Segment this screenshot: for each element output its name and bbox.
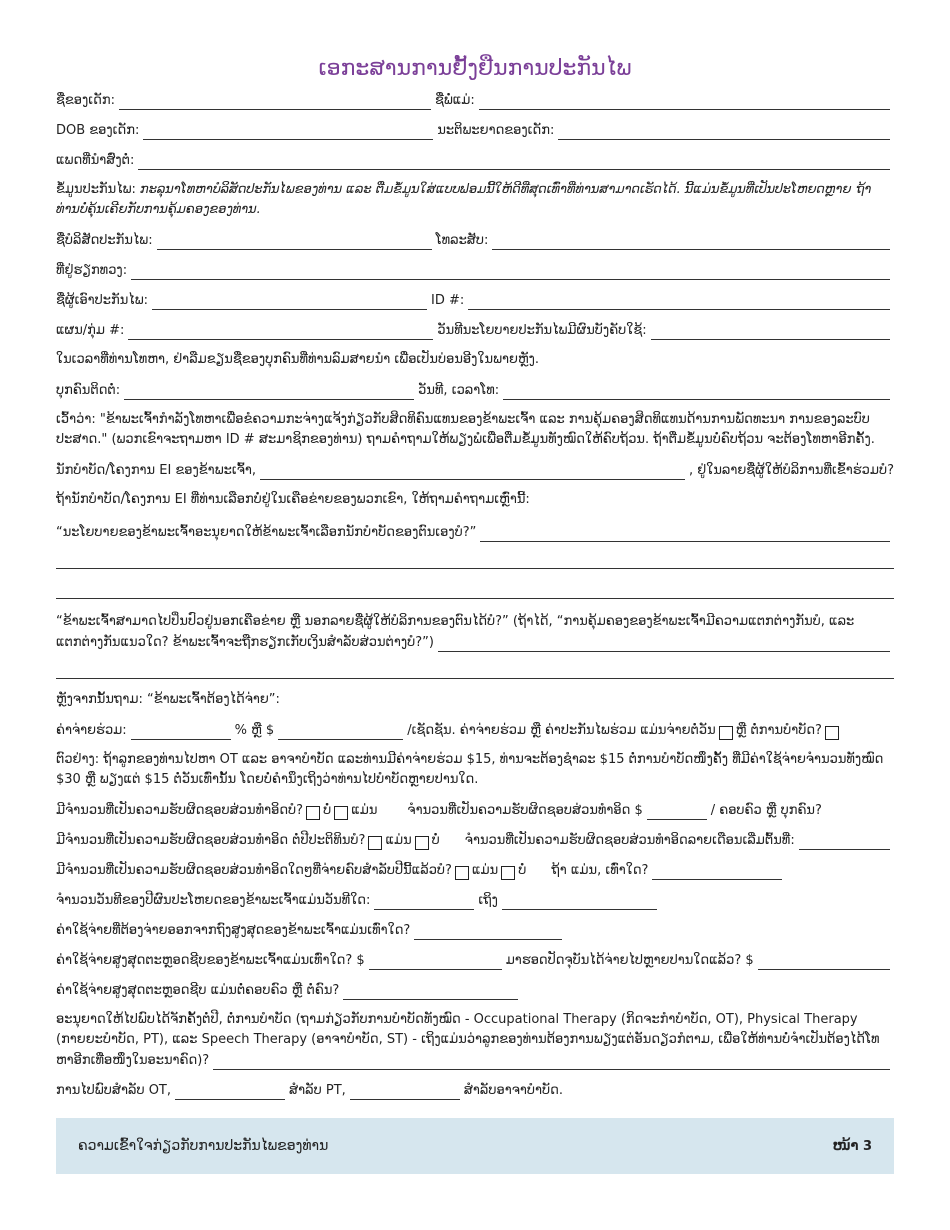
row-doctor (56, 150, 894, 170)
q2-answer-line[interactable] (56, 678, 894, 679)
if-yes-label: ຖ້າ ແມ່ນ, ເທົ່າໃດ? (551, 863, 649, 878)
question-2-line-2: ແຕກຕ່າງກັນແນວໃດ? ຂ້າພະເຈົ້າຈະຖືກຮຽກເກັບເງິນສຳລັບສ່ວນຕ່າງບໍ?”) (56, 635, 434, 650)
calendar-no-checkbox[interactable] (415, 836, 429, 850)
copay-per-visit: /ເຊັດຊັນ. ຄ່າຈ່າຍຮ່ວມ ຫຼື ຄ່າປະກັນໄພຮ່ວມ ແມ່ນຈ່າຍຕໍ່ວັນ (407, 723, 716, 738)
benefit-end-field[interactable] (502, 895, 657, 910)
met-yes-label: ແມ່ນ (471, 863, 499, 878)
q1-answer-line-1[interactable] (56, 568, 894, 569)
visits-field[interactable] (213, 1055, 890, 1070)
deductible-q1: ມີຈຳນວນທີ່ເປັນຄວາມຮັບຜິດຊອບສ່ວນທຳອິດບໍ? (56, 803, 304, 818)
question-1-field[interactable] (480, 527, 890, 542)
insurance-note (56, 180, 894, 220)
row-company-phone (56, 230, 894, 250)
copay-or-per-therapy: ຫຼື ຕໍ່ການບຳບັດ? (735, 723, 822, 738)
policy-date-label: ວັນທີນະໂຍບາຍປະກັນໄພມີຜົນບັງຄັບໃຊ້: (437, 323, 647, 338)
plan-label: ແຜນ/ກຸ່ມ #: (56, 323, 125, 338)
ask-then: ຫຼັງຈາກນັ້ນຖາມ: “ຂ້າພະເຈົ້າຕ້ອງໄດ້ຈ່າຍ”: (56, 692, 280, 707)
script-para (56, 410, 894, 450)
deductible-per: / ຄອບຄົວ ຫຼື ບຸກຄົນ? (710, 803, 822, 818)
restart-label: ຈຳນວນທີ່ເປັນຄວາມຮັບຜິດຊອບສ່ວນທຳອິດລາຍເດືອນເລີ່ມຕົ້ນທີ່: (464, 833, 795, 848)
page-number: ໜ້າ 3 (832, 1138, 872, 1154)
doctor-field[interactable] (138, 155, 890, 170)
max-life-label: ຄ່າໃຊ້ຈ່າຍສູງສຸດຕະຫຼອດຊີບຂອງຂ້າພະເຈົ້າແມ່ນເທົ່າໃດ? $ (56, 953, 365, 968)
contact-field[interactable] (124, 385, 414, 400)
insurance-note-text: ກະລຸນາໂທຫາບໍລິສັດປະກັນໄພຂອງທ່ານ ແລະ ຕື່ມຂໍ້ມູນໃສ່ແບບຟອມນີ້ໃຫ້ດີທີ່ສຸດເທົ່າທີ່ທ່ານສາມາດເຮັດໄດ້. ນີ້ແມ່ນຂໍ້ມູນທີ່ເປັນປະໂຫຍດຫຼາຍ ຖ້າທ່ານບໍ່ຄຸ້ນເຄີຍກັບການຄຸ້ມຄອງຂອງທ່ານ. (56, 182, 872, 217)
phone-label: ໂທລະສັບ: (435, 233, 489, 248)
deductible-yes-label: ແມ່ນ (351, 803, 378, 818)
therapist-field[interactable] (260, 465, 685, 480)
row-address (56, 260, 894, 280)
copay-label: ຄ່າຈ່າຍຮ່ວມ: (56, 723, 127, 738)
deductible-no-checkbox[interactable] (306, 806, 320, 820)
child-name-label: ຊື່ຂອງເດັກ: (56, 93, 115, 108)
id-field[interactable] (468, 295, 890, 310)
per-day-checkbox[interactable] (719, 726, 733, 740)
met-no-label: ບໍ່ (518, 863, 527, 878)
doctor-label: ແພດທີ່ນຳສົ່ງຕໍ່: (56, 153, 135, 168)
parent-name-label: ຊື່ພໍ່ແມ່: (434, 93, 475, 108)
deductible-yes-checkbox[interactable] (334, 806, 348, 820)
calendar-yes-label: ແມ່ນ (385, 833, 412, 848)
restart-field[interactable] (799, 835, 890, 850)
max-life-field[interactable] (369, 955, 502, 970)
row-insured-id (56, 290, 894, 310)
copay-dollar-field[interactable] (278, 725, 403, 740)
max-life-q-label: ຄ່າໃຊ້ຈ່າຍສູງສຸດຕະຫຼອດຊີບ ແມ່ນຕໍ່ຄອບຄົວ ຫຼື ຕໍ່ຄົນ? (56, 983, 340, 998)
visits-line-1: ອະນຸຍາດໃຫ້ໄປພົບໄດ້ຈັກຄັ້ງຕໍ່ປີ, ຕໍ່ການບຳບັດ (ຖາມກ່ຽວກັບການບຳບັດທັງໝົດ - Occupational Therapy (ກິດຈະກຳບຳບັດ, OT), Physical Therapy (56, 1012, 858, 1027)
insured-field[interactable] (152, 295, 427, 310)
visits-pt-label: ສຳລັບ PT, (289, 1083, 346, 1098)
row-q1 (56, 522, 894, 542)
visits-st-label: ສຳລັບອາຈາບຳບັດ. (463, 1083, 563, 1098)
visits-para (56, 1010, 894, 1050)
datetime-field[interactable] (503, 385, 890, 400)
paid-so-far-label: ມາຮອດປັດຈຸບັນໄດ້ຈ່າຍໄປຫຼາຍປານໃດແລ້ວ? $ (505, 953, 754, 968)
call-note: ໃນເວລາທີ່ທ່ານໂທຫາ, ຢ່າລືມຂຽນຊື່ຂອງບຸກຄົນທີ່ທ່ານລົມສາຍນຳ ເພື່ອເປັນບ່ອນອີງໃນພາຍຫຼັງ. (56, 352, 540, 367)
benefit-to-label: ເຖິງ (478, 893, 498, 908)
oop-field[interactable] (414, 925, 562, 940)
address-label: ທີ່ຢູ່ຮຽກທວງ: (56, 263, 128, 278)
row-benefit-dates (56, 890, 894, 910)
diagnosis-label: ນະຕິພະຍາດຂອງເດັກ: (437, 123, 555, 138)
row-contact (56, 380, 894, 400)
example-line-1: ຕົວຢ່າງ: ຖ້າລູກຂອງທ່ານໄປຫາ OT ແລະ ອາຈາບຳບັດ ແລະທ່ານມີຄ່າຈ່າຍຮ່ວມ $15, ທ່ານຈະຕ້ອງຊຳລະ $15 ຕໍ່ການບຳບັດໜຶ່ງຄັ້ງ ທີ່ມີຄ່າໃຊ້ຈ່າຍຈຳນວນທັງໝົດ (56, 752, 884, 767)
met-no-checkbox[interactable] (501, 866, 515, 880)
per-therapy-checkbox[interactable] (825, 726, 839, 740)
question-2 (56, 612, 894, 632)
insured-label: ຊື່ຜູ້ເອົາປະກັນໄພ: (56, 293, 148, 308)
policy-date-field[interactable] (651, 325, 890, 340)
oop-label: ຄ່າໃຊ້ຈ່າຍທີ່ຕ້ອງຈ່າຍອອກຈາກຖົງສູງສຸດຂອງຂ້າພະເຈົ້າແມ່ນເທົ່າໃດ? (56, 923, 411, 938)
copay-percent-field[interactable] (131, 725, 231, 740)
question-2-line-1: “ຂ້າພະເຈົ້າສາມາດໄປປິ່ນປົວຢູ່ນອກເຄືອຂ່າຍ ຫຼື ນອກລາຍຊື່ຜູ້ໃຫ້ບໍລິການຂອງຕົນໄດ້ບໍ?” (ຖ້າໄດ້, “ການຄຸ້ມຄອງຂອງຂ້າພະເຈົ້າມີຄວາມແຕກຕ່າງກັນບໍ, ແລະ (56, 614, 855, 629)
deductible-no-label: ບໍ່ (323, 803, 332, 818)
met-yes-checkbox[interactable] (455, 866, 469, 880)
script-line-2: ປະສາດ." (ພວກເຂົາຈະຖາມຫາ ID # ສະມາຊິກຂອງທ່ານ) ຖາມຄຳຖາມໃຫ້ພຽງພໍເພື່ອຕື່ມຂໍ້ມູນທັງໝົດໃຫ້ຄົບຖ້ວນ. ຖ້າຕື່ມຂໍ້ມູນບໍ່ຄົບຖ້ວນ ຈະຕ້ອງໂທຫາອີກຄັ້ງ. (56, 432, 875, 447)
calendar-yes-checkbox[interactable] (368, 836, 382, 850)
therapist-label: ນັກບຳບັດ/ໂຄງການ EI ຂອງຂ້າພະເຈົ້າ, (56, 463, 257, 478)
if-yes-field[interactable] (652, 865, 782, 880)
company-label: ຊື່ບໍລິສັດປະກັນໄພ: (56, 233, 153, 248)
row-deductible-1 (56, 800, 894, 820)
if-network-note: ຖ້ານັກບຳບັດ/ໂຄງການ EI ທີ່ທ່ານເລືອກບໍ່ຢູ່ໃນເຄືອຂ່າຍຂອງພວກເຂົາ, ໃຫ້ຖາມຄຳຖາມເຫຼົ່ານີ້: (56, 492, 530, 507)
id-label: ID #: (431, 293, 465, 308)
page-title: ເອກະສານການຢັ້ງຢືນການປະກັນໄພ (318, 56, 632, 81)
max-life-q-field[interactable] (343, 985, 518, 1000)
row-visits-3 (56, 1050, 894, 1070)
visits-line-3: ຫາອີກເທື່ອໜຶ່ງໃນອະນາຄົດ)? (56, 1053, 210, 1068)
child-dob-field[interactable] (143, 125, 433, 140)
deductible-q3: ມີຈຳນວນທີ່ເປັນຄວາມຮັບຜິດຊອບສ່ວນທຳອິດໃດໆທີ່ຈ່າຍຄົບສຳລັບປີນີ້ແລ້ວບໍ? (56, 863, 452, 878)
row-therapist (56, 460, 894, 480)
deductible-amount-label: ຈຳນວນທີ່ເປັນຄວາມຮັບຜິດຊອບສ່ວນທຳອິດ $ (407, 803, 643, 818)
deductible-q2: ມີຈຳນວນທີ່ເປັນຄວາມຮັບຜິດຊອບສ່ວນທຳອິດ ຕໍ່ປີປະຕິທິນບໍ? (56, 833, 366, 848)
row-visits (56, 1080, 894, 1100)
copay-percent-or: % ຫຼື $ (234, 723, 275, 738)
question-1: “ນະໂຍບາຍຂອງຂ້າພະເຈົ້າອະນຸຍາດໃຫ້ຂ້າພະເຈົ້າເລືອກນັກບຳບັດຂອງຕົນເອງບໍ?” (56, 525, 477, 540)
visits-ot-label: ການໄປພົບສຳລັບ OT, (56, 1083, 172, 1098)
row-oop (56, 920, 894, 940)
benefit-dates-label: ຈຳນວນວັນທີຂອງປີຜົນປະໂຫຍດຂອງຂ້າພະເຈົ້າແມ່ນວັນທີໃດ: (56, 893, 371, 908)
row-max-life (56, 950, 894, 970)
visits-line-2: (ກາຍຍະບຳບັດ, PT), ແລະ Speech Therapy (ອາຈາບຳບັດ, ST) - ເຖິງແມ່ນວ່າລູກຂອງທ່ານຕ້ອງການພຽງແຕ່ອັນດຽວກໍຕາມ, ເພື່ອໃຫ້ທ່ານບໍ່ຈຳເປັນຕ້ອງໄດ້ໂທ (56, 1032, 880, 1047)
footer-bar (56, 1118, 894, 1174)
benefit-start-field[interactable] (374, 895, 474, 910)
plan-field[interactable] (128, 325, 433, 340)
visits-pt-field[interactable] (350, 1085, 460, 1100)
footer-text: ຄວາມເຂົ້າໃຈກ່ຽວກັບການປະກັນໄພຂອງທ່ານ (78, 1138, 329, 1154)
example-line-2: $30 ຫຼື ພຽງແຕ່ $15 ຕໍ່ວັນເທົ່ານັ້ນ ໂດຍບໍ່ຄຳນຶງເຖິງວ່າທ່ານໄປບຳບັດຫຼາຍປານໃດ. (56, 772, 479, 787)
row-dob-diagnosis (56, 120, 894, 140)
visits-ot-field[interactable] (175, 1085, 285, 1100)
address-field[interactable] (131, 265, 890, 280)
diagnosis-field[interactable] (558, 125, 890, 140)
question-2-field[interactable] (438, 637, 890, 652)
contact-label: ບຸກຄົນຕິດຕໍ່: (56, 383, 121, 398)
child-name-field[interactable] (119, 95, 431, 110)
script-line-1: ເວົ້າວ່າ: "ຂ້າພະເຈົ້າກຳລັງໂທຫາເພື່ອຂໍຄວາມກະຈ່າງແຈ້ງກ່ຽວກັບສິດທິຄົນແທນຂອງຂ້າພະເຈົ້າ ແລະ ການຄຸ້ມຄອງສິດທິແທນດ້ານການພັດທະນາ ການຂອງລະບົບ (56, 412, 870, 427)
row-child-parent (56, 90, 894, 110)
row-deductible-2 (56, 830, 894, 850)
row-max-life-q (56, 980, 894, 1000)
insurance-note-label: ຂໍ້ມູນປະກັນໄພ: (56, 182, 136, 197)
company-field[interactable] (157, 235, 432, 250)
phone-field[interactable] (492, 235, 890, 250)
row-plan-date (56, 320, 894, 340)
q1-answer-line-2[interactable] (56, 598, 894, 599)
datetime-label: ວັນທີ, ເວລາໂທ: (418, 383, 500, 398)
parent-name-field[interactable] (479, 95, 890, 110)
row-copay (56, 720, 894, 740)
child-dob-label: DOB ຂອງເດັກ: (56, 123, 140, 138)
row-q2 (56, 632, 894, 652)
therapist-suffix: , ຢູ່ໃນລາຍຊື່ຜູ້ໃຫ້ບໍລິການທີ່ເຂົ້າຮ່ວມບໍ? (689, 463, 894, 478)
example-para (56, 750, 894, 790)
paid-so-far-field[interactable] (758, 955, 890, 970)
calendar-no-label: ບໍ່ (431, 833, 440, 848)
deductible-amount-field[interactable] (647, 805, 707, 820)
row-deductible-3 (56, 860, 894, 880)
